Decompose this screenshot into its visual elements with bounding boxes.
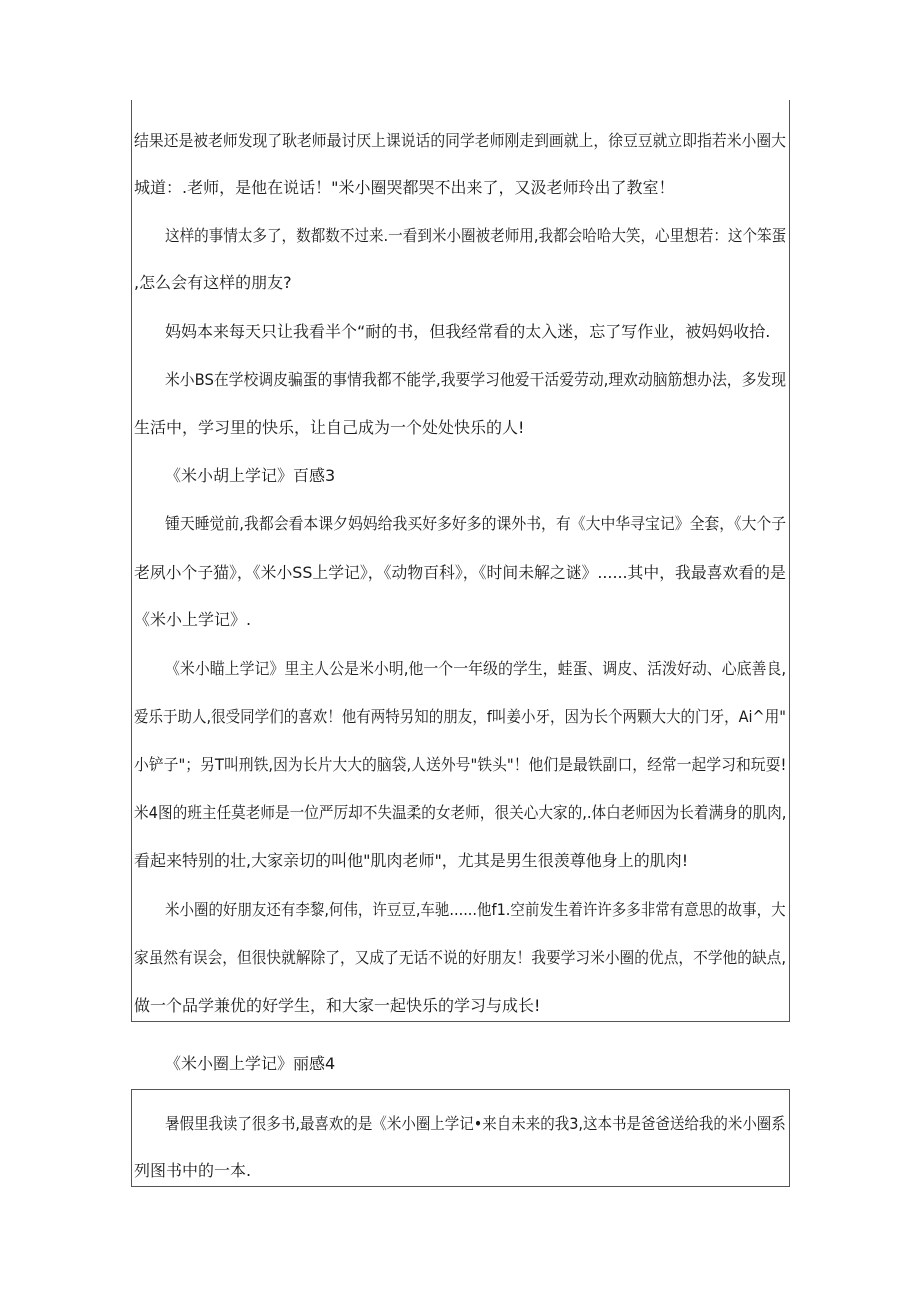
para-line: 暑假里我读了很多书,最喜欢的是《米小圈上学记•来自未来的我3,这本书是爸爸送给我的米小圈系	[165, 1114, 786, 1133]
para-line: 看起来特别的壮,大家亲切的叫他"肌肉老师"，尤其是男生很羡尊他身上的肌肉!	[134, 851, 689, 870]
para-line: 小铲子"；另T叫刑铁,因为长片大大的脑袋,人送外号"铁头"！他们是最铁副口，经常一起学习和玩耍!	[134, 755, 787, 774]
para-line: 做一个品学兼优的好学生，和大家一起快乐的学习与成长!	[134, 996, 541, 1015]
para-line: 爱乐于助人,很受同学们的喜欢！他有两特另知的朋友，f叫姜小牙，因为长个两颗大大的门牙，Ai^用"	[134, 707, 786, 726]
para-line: ,怎么会有这样的朋友?	[134, 273, 292, 292]
para-line: 结果还是被老师发现了耿老师最讨厌上课说话的同学老师刚走到画就上，徐豆豆就立即指若米小圈大	[134, 131, 786, 150]
section-heading: 《米小胡上学记》百感3	[165, 466, 336, 485]
para-line: 列图书中的一本.	[134, 1161, 252, 1180]
para-line: 米小BS在学校调皮骗蛋的事情我都不能学,我要学习他爱干活爱劳动,理欢动脑筋想办法，多发现	[165, 370, 787, 389]
para-line: 《米小上学记》.	[134, 610, 252, 629]
para-line: 《米小瞄上学记》里主人公是米小明,他一个一年级的学生，蛙蛋、调皮、活泼好动、心底善良,	[165, 659, 787, 678]
section-heading-4: 《米小圈上学记》丽感4	[165, 1054, 336, 1073]
para-line: 锺天睡觉前,我都会看本课夕妈妈给我买好多好多的课外书，有《大中华寻宝记》全套，《大个子	[165, 514, 787, 533]
para-line: 老夙小个子猫》，《米小SS上学记》，《动物百科》，《时间未解之谜》......其中，我最喜欢看的是	[134, 563, 786, 582]
para-line: 城道：.老师，是他在说话！"米小圈哭都哭不出来了，又汲老师玲出了教室！	[134, 178, 675, 197]
para-line: 家虽然有误会，但很快就解除了，又成了无话不说的好朋友！我要学习米小圈的优点，不学他的缺点,	[134, 948, 787, 967]
para-line: 这样的事情太多了，数都数不过来.一看到米小圈被老师用,我都会哈哈大笑，心里想若：这个笨蛋	[165, 226, 787, 245]
para-line: 米小圈的好朋友还有李黎,何伟，许豆豆,车驰......他f1.空前发生着许许多多非常有意思的故事，大	[165, 900, 786, 919]
para-line: 生活中，学习里的快乐，让自己成为一个处处快乐的人!	[134, 418, 525, 437]
para-line: 妈妈本来每天只让我看半个“耐的书，但我经常看的太入迷，忘了写作业，被妈妈收拾.	[165, 322, 771, 341]
para-line: 米4图的班主任莫老师是一位严厉却不失温柔的女老师，很关心大家的,.体白老师因为长着满身的肌肉,	[134, 803, 787, 822]
